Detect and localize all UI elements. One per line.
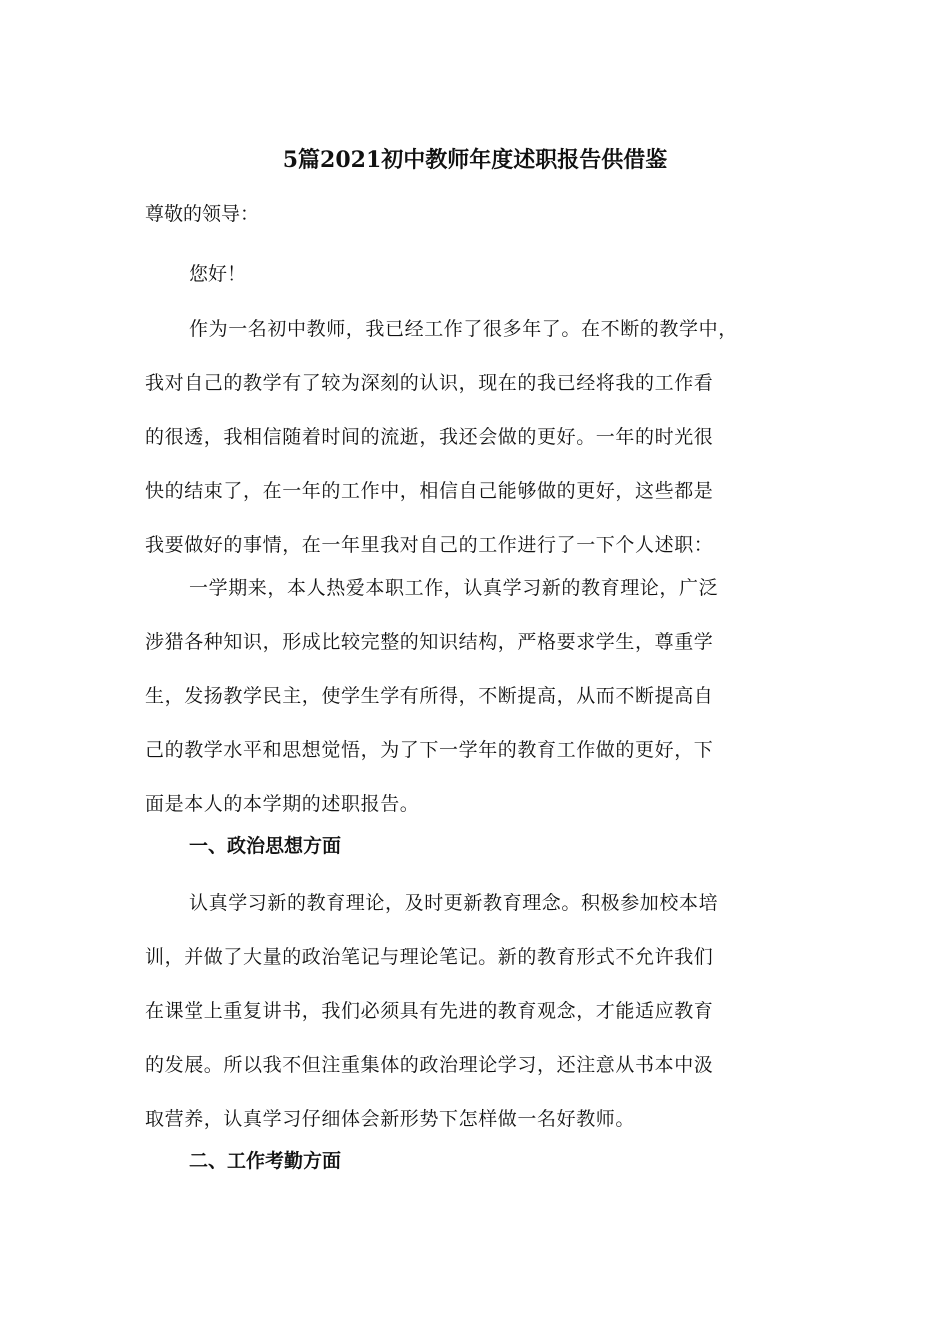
paragraph-line: 的发展。所以我不但注重集体的政治理论学习，还注意从书本中汲 xyxy=(145,1054,714,1076)
paragraph-line: 的很透，我相信随着时间的流逝，我还会做的更好。一年的时光很 xyxy=(145,426,714,448)
salutation: 尊敬的领导： xyxy=(145,203,260,225)
paragraph-line: 我要做好的事情，在一年里我对自己的工作进行了一下个人述职： xyxy=(145,534,714,556)
greeting: 您好！ xyxy=(189,263,247,285)
paragraph-line: 我对自己的教学有了较为深刻的认识，现在的我已经将我的工作看 xyxy=(145,372,714,394)
paragraph-line: 一学期来，本人热爱本职工作，认真学习新的教育理论，广泛 xyxy=(189,577,719,599)
section-heading-attendance: 二、工作考勤方面 xyxy=(189,1150,342,1172)
paragraph-political xyxy=(145,876,805,1146)
document-title: 5篇2021初中教师年度述职报告供借鉴 xyxy=(282,147,668,173)
paragraph-introduction xyxy=(145,302,805,572)
paragraph-line: 在课堂上重复讲书，我们必须具有先进的教育观念，才能适应教育 xyxy=(145,1000,714,1022)
paragraph-line: 取营养，认真学习仔细体会新形势下怎样做一名好教师。 xyxy=(145,1108,636,1130)
paragraph-overview xyxy=(145,561,805,831)
paragraph-line: 作为一名初中教师，我已经工作了很多年了。在不断的教学中， xyxy=(189,318,738,340)
paragraph-line: 涉猎各种知识，形成比较完整的知识结构，严格要求学生，尊重学 xyxy=(145,631,714,653)
paragraph-line: 面是本人的本学期的述职报告。 xyxy=(145,793,420,815)
paragraph-line: 生，发扬教学民主，使学生学有所得，不断提高，从而不断提高自 xyxy=(145,685,714,707)
paragraph-line: 认真学习新的教育理论，及时更新教育理念。积极参加校本培 xyxy=(189,892,719,914)
paragraph-line: 训，并做了大量的政治笔记与理论笔记。新的教育形式不允许我们 xyxy=(145,946,714,968)
paragraph-line: 快的结束了，在一年的工作中，相信自己能够做的更好，这些都是 xyxy=(145,480,714,502)
paragraph-line: 己的教学水平和思想觉悟，为了下一学年的教育工作做的更好，下 xyxy=(145,739,714,761)
section-heading-political: 一、政治思想方面 xyxy=(189,835,342,857)
